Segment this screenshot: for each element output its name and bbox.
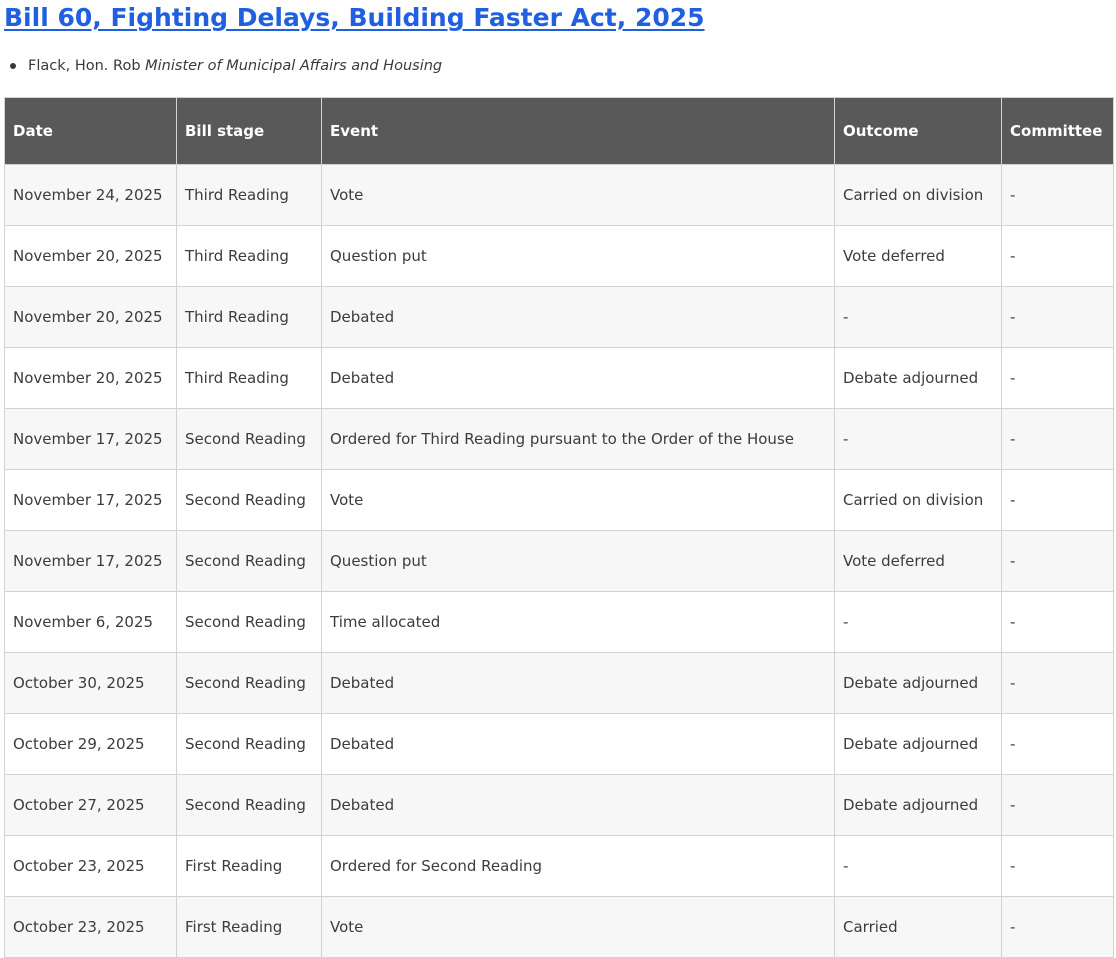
cell-committee: - <box>1002 470 1114 531</box>
cell-event: Debated <box>322 287 835 348</box>
cell-outcome: Debate adjourned <box>835 653 1002 714</box>
cell-committee: - <box>1002 592 1114 653</box>
cell-outcome: Debate adjourned <box>835 775 1002 836</box>
cell-committee: - <box>1002 287 1114 348</box>
table-row <box>5 165 1114 226</box>
cell-date: November 20, 2025 <box>5 287 177 348</box>
table-row <box>5 409 1114 470</box>
cell-bill-stage: Third Reading <box>177 165 322 226</box>
cell-date: October 27, 2025 <box>5 775 177 836</box>
bill-status-table-container <box>4 97 1113 958</box>
cell-bill-stage: Second Reading <box>177 714 322 775</box>
cell-event: Vote <box>322 470 835 531</box>
cell-event: Ordered for Second Reading <box>322 836 835 897</box>
cell-committee: - <box>1002 531 1114 592</box>
cell-date: November 24, 2025 <box>5 165 177 226</box>
cell-bill-stage: Second Reading <box>177 531 322 592</box>
cell-event: Question put <box>322 226 835 287</box>
cell-bill-stage: Third Reading <box>177 287 322 348</box>
sponsor-item <box>10 56 442 76</box>
cell-bill-stage: Second Reading <box>177 409 322 470</box>
cell-event: Debated <box>322 348 835 409</box>
cell-bill-stage: Second Reading <box>177 470 322 531</box>
column-header-event: Event <box>322 98 835 165</box>
bullet-icon <box>10 63 16 69</box>
cell-event: Vote <box>322 897 835 958</box>
column-header-outcome: Outcome <box>835 98 1002 165</box>
cell-outcome: Vote deferred <box>835 226 1002 287</box>
column-header-committee: Committee <box>1002 98 1114 165</box>
table-header <box>5 98 1114 165</box>
cell-date: October 30, 2025 <box>5 653 177 714</box>
table-row <box>5 531 1114 592</box>
cell-committee: - <box>1002 775 1114 836</box>
cell-date: October 29, 2025 <box>5 714 177 775</box>
cell-date: November 20, 2025 <box>5 348 177 409</box>
cell-date: November 6, 2025 <box>5 592 177 653</box>
cell-event: Ordered for Third Reading pursuant to the Order of the House <box>322 409 835 470</box>
table-row <box>5 775 1114 836</box>
cell-event: Debated <box>322 775 835 836</box>
cell-committee: - <box>1002 348 1114 409</box>
cell-committee: - <box>1002 165 1114 226</box>
cell-bill-stage: Third Reading <box>177 348 322 409</box>
table-row <box>5 287 1114 348</box>
cell-event: Debated <box>322 653 835 714</box>
cell-bill-stage: Second Reading <box>177 592 322 653</box>
cell-bill-stage: First Reading <box>177 836 322 897</box>
sponsor-role: Minister of Municipal Affairs and Housing <box>145 58 443 74</box>
cell-date: November 20, 2025 <box>5 226 177 287</box>
cell-outcome: Carried on division <box>835 470 1002 531</box>
cell-committee: - <box>1002 226 1114 287</box>
cell-event: Time allocated <box>322 592 835 653</box>
table-row <box>5 226 1114 287</box>
cell-bill-stage: Second Reading <box>177 653 322 714</box>
cell-outcome: Debate adjourned <box>835 348 1002 409</box>
column-header-date: Date <box>5 98 177 165</box>
table-row <box>5 897 1114 958</box>
table-row <box>5 714 1114 775</box>
cell-outcome: - <box>835 287 1002 348</box>
cell-bill-stage: Third Reading <box>177 226 322 287</box>
cell-committee: - <box>1002 714 1114 775</box>
cell-date: October 23, 2025 <box>5 897 177 958</box>
cell-date: October 23, 2025 <box>5 836 177 897</box>
cell-bill-stage: First Reading <box>177 897 322 958</box>
cell-outcome: - <box>835 592 1002 653</box>
table-body <box>5 165 1114 958</box>
sponsor-list <box>10 56 442 76</box>
cell-committee: - <box>1002 409 1114 470</box>
table-row <box>5 836 1114 897</box>
bill-title-link[interactable]: Bill 60, Fighting Delays, Building Faster Act, 2025 <box>4 3 705 32</box>
column-header-bill-stage: Bill stage <box>177 98 322 165</box>
bill-status-table <box>4 97 1114 958</box>
cell-outcome: Debate adjourned <box>835 714 1002 775</box>
cell-committee: - <box>1002 653 1114 714</box>
table-row <box>5 470 1114 531</box>
cell-committee: - <box>1002 897 1114 958</box>
cell-committee: - <box>1002 836 1114 897</box>
cell-event: Debated <box>322 714 835 775</box>
table-row <box>5 653 1114 714</box>
cell-date: November 17, 2025 <box>5 531 177 592</box>
cell-date: November 17, 2025 <box>5 470 177 531</box>
cell-outcome: Carried on division <box>835 165 1002 226</box>
sponsor-name: Flack, Hon. Rob <box>28 58 141 74</box>
cell-bill-stage: Second Reading <box>177 775 322 836</box>
cell-outcome: - <box>835 409 1002 470</box>
cell-outcome: Carried <box>835 897 1002 958</box>
cell-event: Vote <box>322 165 835 226</box>
table-row <box>5 592 1114 653</box>
table-header-row <box>5 98 1114 165</box>
cell-event: Question put <box>322 531 835 592</box>
table-row <box>5 348 1114 409</box>
cell-outcome: Vote deferred <box>835 531 1002 592</box>
cell-date: November 17, 2025 <box>5 409 177 470</box>
cell-outcome: - <box>835 836 1002 897</box>
